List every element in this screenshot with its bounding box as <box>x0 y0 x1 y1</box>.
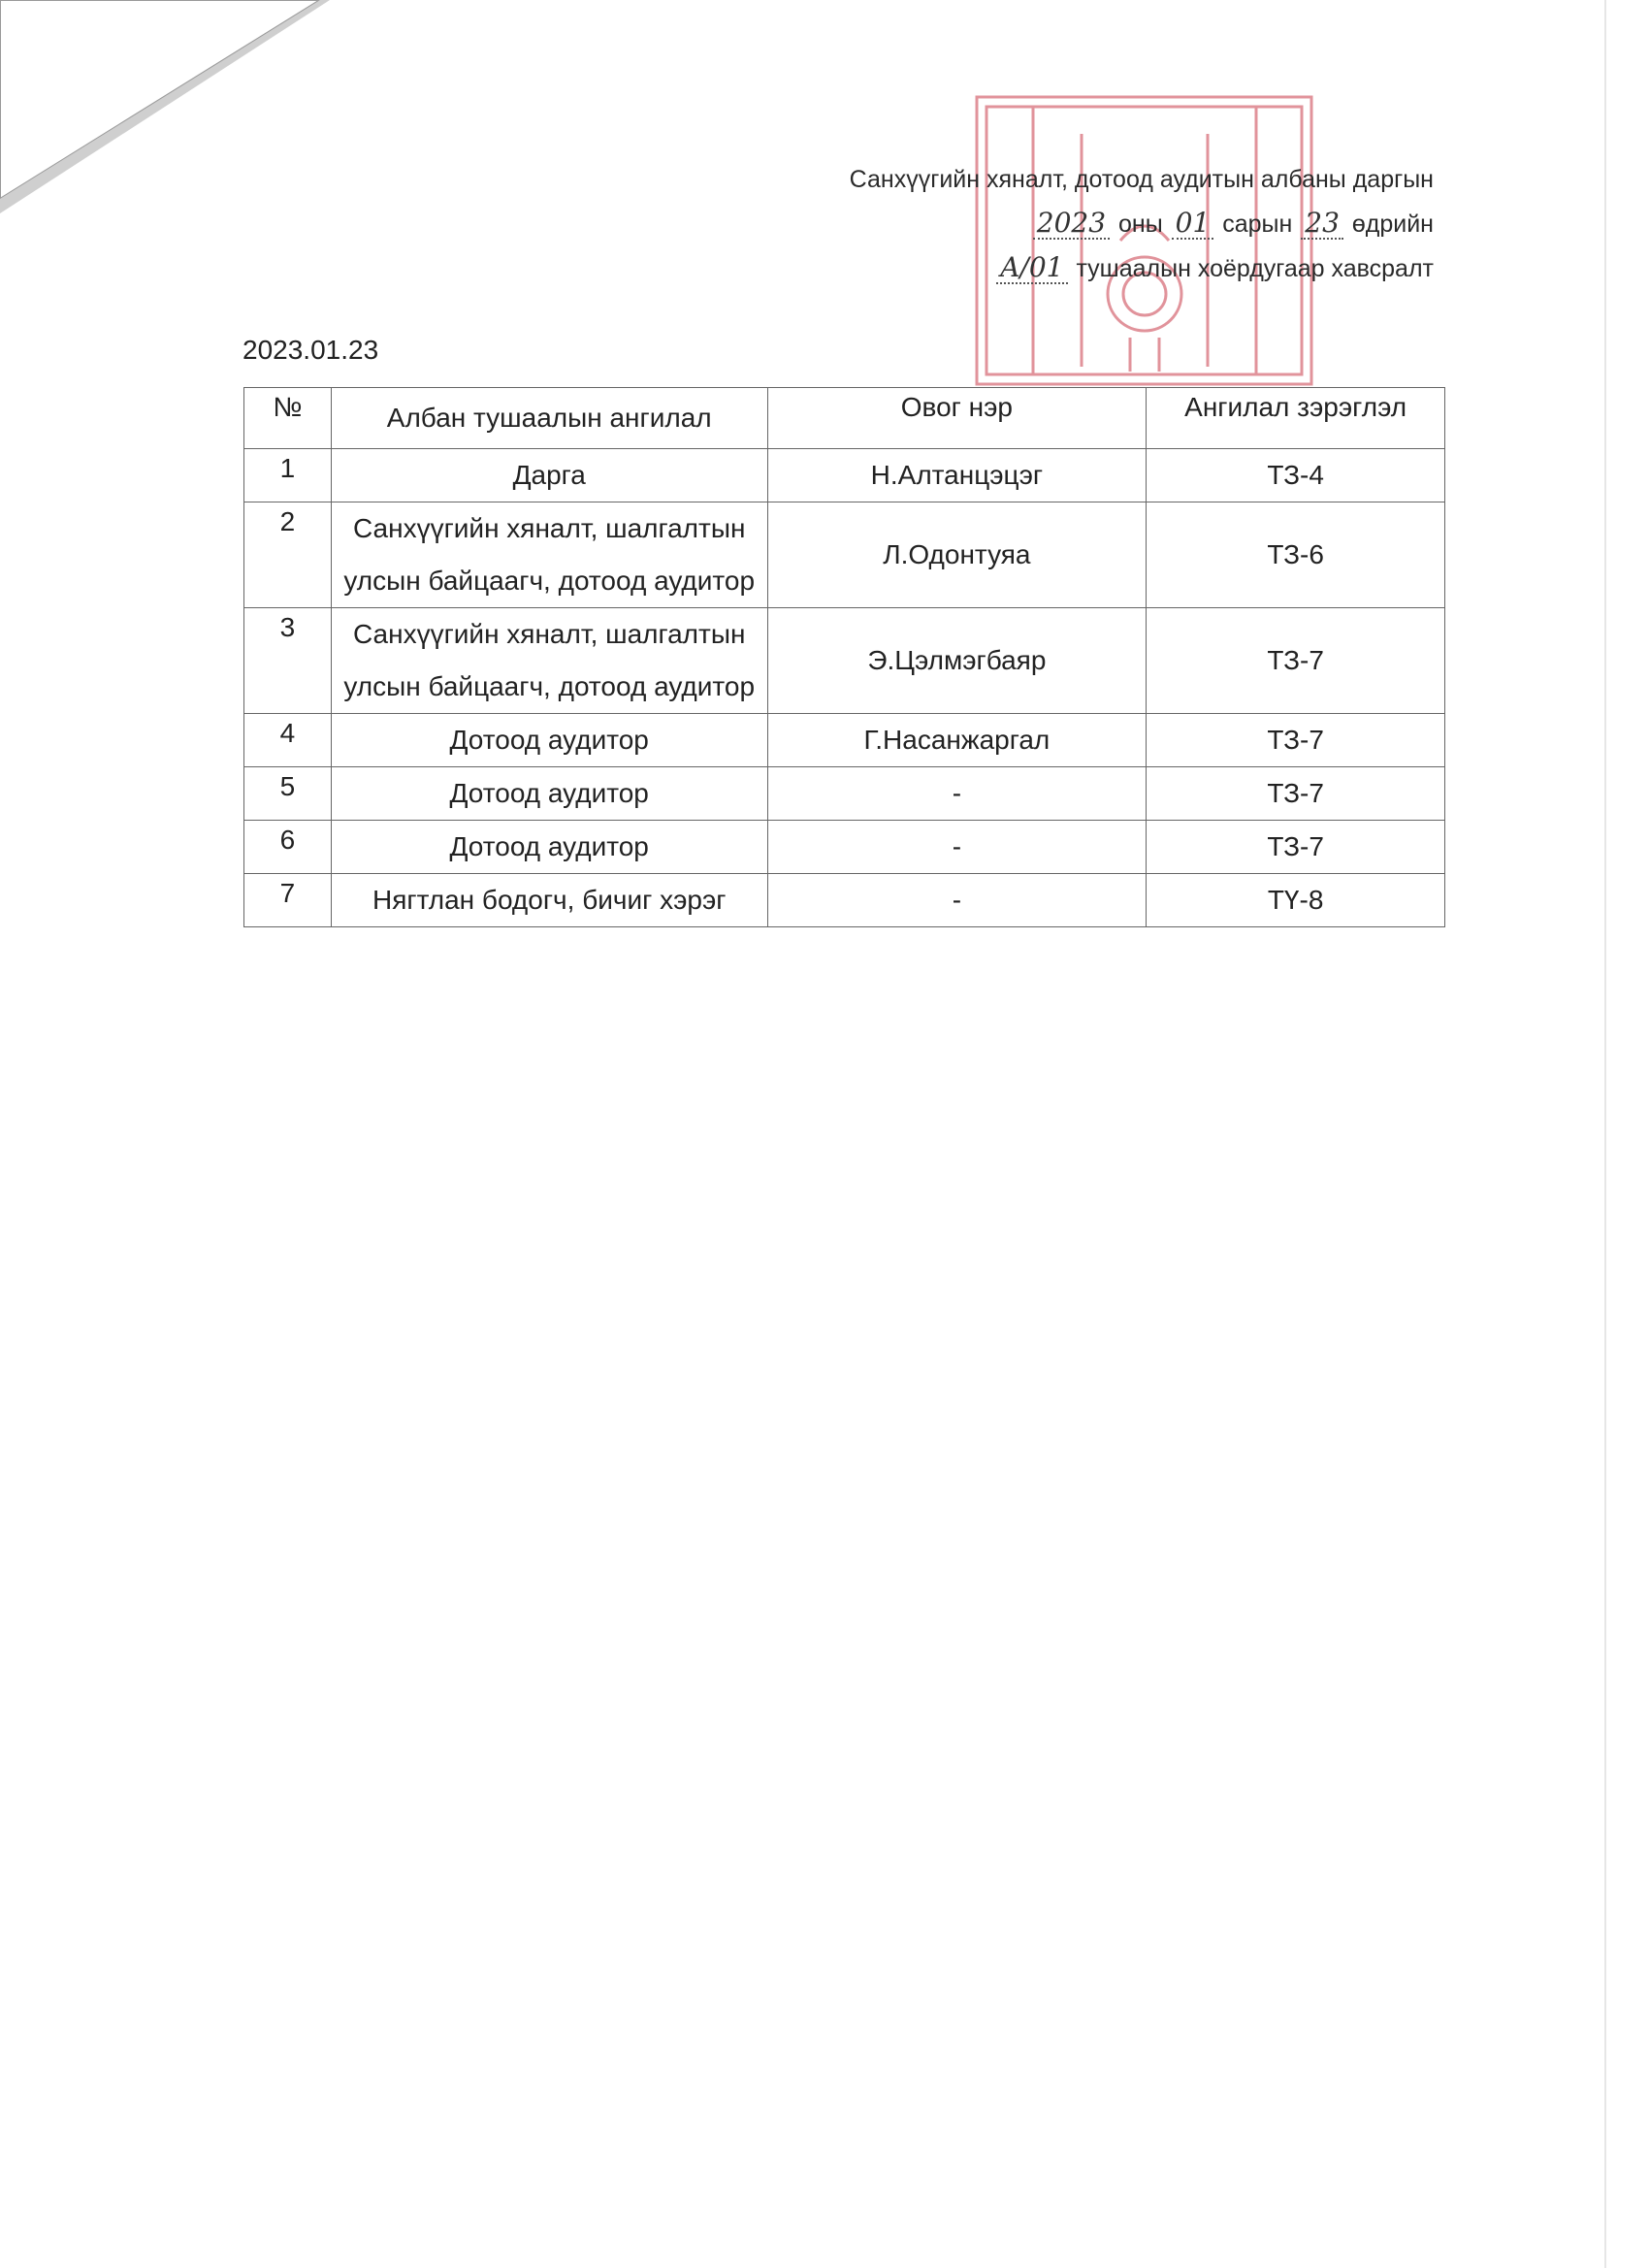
table-header-row <box>244 388 1445 449</box>
table-row <box>244 449 1445 502</box>
row-position: Санхүүгийн хяналт, шалгалтын улсын байцаагч, дотоод аудитор <box>331 608 767 714</box>
row-name: Н.Алтанцэцэг <box>767 449 1147 502</box>
row-grade: ТЗ-7 <box>1147 608 1445 714</box>
scan-edge <box>1604 0 1606 2268</box>
row-grade: ТЗ-7 <box>1147 821 1445 874</box>
row-position: Нягтлан бодогч, бичиг хэрэг <box>331 874 767 927</box>
header-grade: Ангилал зэрэглэл <box>1147 388 1445 449</box>
table-row <box>244 608 1445 714</box>
row-name: - <box>767 767 1147 821</box>
header-position: Албан тушаалын ангилал <box>331 388 767 449</box>
folded-corner <box>0 0 330 213</box>
row-number: 7 <box>244 874 332 927</box>
row-position: Санхүүгийн хяналт, шалгалтын улсын байцаагч, дотоод аудитор <box>331 502 767 608</box>
header-name: Овог нэр <box>767 388 1147 449</box>
row-grade: ТЗ-7 <box>1147 714 1445 767</box>
table-row <box>244 874 1445 927</box>
table-row <box>244 502 1445 608</box>
row-grade: ТЗ-4 <box>1147 449 1445 502</box>
row-grade: ТҮ-8 <box>1147 874 1445 927</box>
table-row <box>244 714 1445 767</box>
header-issuer-line: Санхүүгийн хяналт, дотоод аудитын албаны даргын <box>849 166 1434 193</box>
appendix-label: тушаалын хоёрдугаар хавсралт <box>1076 255 1434 282</box>
row-position: Дотоод аудитор <box>331 714 767 767</box>
row-name: Л.Одонтуяа <box>767 502 1147 608</box>
year-suffix: оны <box>1117 211 1163 238</box>
handwritten-year: 2023 <box>1033 209 1110 240</box>
row-number: 4 <box>244 714 332 767</box>
row-number: 6 <box>244 821 332 874</box>
row-number: 5 <box>244 767 332 821</box>
row-name: Г.Насанжаргал <box>767 714 1147 767</box>
appendix-header <box>850 157 1434 291</box>
positions-table <box>243 387 1445 927</box>
row-grade: ТЗ-7 <box>1147 767 1445 821</box>
row-position: Дотоод аудитор <box>331 821 767 874</box>
day-suffix: өдрийн <box>1351 211 1434 238</box>
row-name: - <box>767 874 1147 927</box>
row-number: 3 <box>244 608 332 714</box>
handwritten-month: 01 <box>1172 209 1214 240</box>
row-grade: ТЗ-6 <box>1147 502 1445 608</box>
row-name: - <box>767 821 1147 874</box>
document-date: 2023.01.23 <box>242 335 379 365</box>
row-name: Э.Цэлмэгбаяр <box>767 608 1147 714</box>
table-row <box>244 767 1445 821</box>
handwritten-order-number: A/01 <box>996 253 1067 284</box>
row-number: 1 <box>244 449 332 502</box>
header-number: № <box>244 388 332 449</box>
row-position: Дарга <box>331 449 767 502</box>
header-date-line <box>850 202 1434 246</box>
row-position: Дотоод аудитор <box>331 767 767 821</box>
row-number: 2 <box>244 502 332 608</box>
table-row <box>244 821 1445 874</box>
handwritten-day: 23 <box>1301 209 1343 240</box>
header-order-line <box>850 246 1434 291</box>
month-suffix: сарын <box>1222 211 1293 238</box>
